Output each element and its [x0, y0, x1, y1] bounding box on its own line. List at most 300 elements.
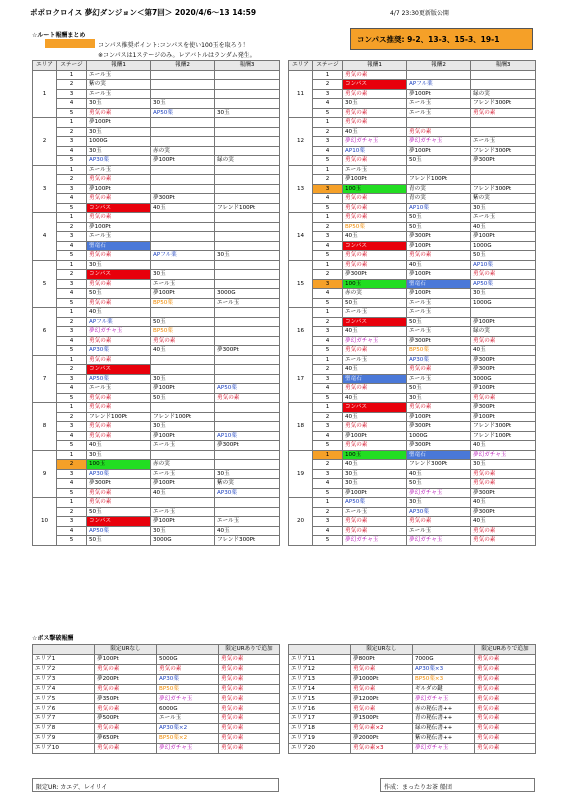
table-row [33, 80, 280, 90]
stage-cell: 4 [57, 479, 87, 489]
stage-cell: 5 [313, 156, 343, 166]
reward-cell [151, 213, 215, 223]
table-row [33, 536, 280, 546]
stage-cell: 3 [313, 422, 343, 432]
stage-cell: 4 [313, 336, 343, 346]
table-row [33, 70, 280, 80]
boss-reward-cell: 勇気の素 [219, 664, 280, 674]
reward-cell: 夢100Pt [343, 175, 407, 185]
boss-reward-cell: 5000G [157, 654, 219, 664]
reward-cell: 3000G [151, 536, 215, 546]
table-row [289, 203, 536, 213]
reward-cell: 夢100Pt [407, 289, 471, 299]
boss-reward-cell: 勇気の素 [219, 734, 280, 744]
table-row [33, 336, 280, 346]
reward-cell: 40玉 [471, 517, 536, 527]
reward-cell: 夢100Pt [407, 146, 471, 156]
reward-cell: 夢幻ガチャ玉 [407, 536, 471, 546]
table-row [289, 298, 536, 308]
stage-cell: 5 [57, 393, 87, 403]
reward-cell [151, 118, 215, 128]
stage-cell: 2 [57, 317, 87, 327]
stage-cell: 3 [313, 232, 343, 242]
table-row [33, 89, 280, 99]
table-row [289, 213, 536, 223]
reward-cell: 勇気の素 [407, 127, 471, 137]
reward-cell: 勇気の素 [343, 526, 407, 536]
boss-table-left [32, 644, 280, 754]
reward-cell: 夢100Pt [87, 118, 151, 128]
reward-cell: 1000G [471, 298, 536, 308]
reward-cell: AP50薬 [471, 279, 536, 289]
reward-cell: 夢100Pt [151, 479, 215, 489]
stage-cell: 1 [313, 70, 343, 80]
table-row [33, 450, 280, 460]
reward-cell: コンパス [87, 203, 151, 213]
table-row [33, 289, 280, 299]
reward-cell: エール玉 [215, 298, 280, 308]
boss-reward-cell: 夢幻ガチャ玉 [413, 743, 475, 753]
table-row [289, 89, 536, 99]
reward-cell: 100玉 [343, 279, 407, 289]
area-cell: 14 [289, 213, 313, 261]
boss-area-cell: エリア10 [33, 743, 95, 753]
column-header: 報酬1 [87, 61, 151, 71]
reward-cell: エール玉 [343, 308, 407, 318]
table-row [33, 279, 280, 289]
stage-cell: 1 [57, 213, 87, 223]
table-row [33, 241, 280, 251]
table-row [33, 422, 280, 432]
reward-cell: 勇気の素 [471, 469, 536, 479]
table-row [33, 704, 280, 714]
route-table-right [288, 60, 536, 546]
table-row [33, 498, 280, 508]
reward-cell: エール玉 [87, 232, 151, 242]
reward-cell: 30玉 [87, 450, 151, 460]
reward-cell: 30玉 [87, 146, 151, 156]
boss-reward-cell: 緑の秘伝書++ [413, 724, 475, 734]
column-header: 報酬3 [215, 61, 280, 71]
reward-cell: エール玉 [407, 374, 471, 384]
reward-cell [151, 498, 215, 508]
boss-reward-cell: 勇気の素 [475, 734, 536, 744]
reward-cell: 夢300Pt [407, 336, 471, 346]
reward-cell [151, 89, 215, 99]
stage-cell: 1 [57, 165, 87, 175]
reward-cell: エール玉 [471, 213, 536, 223]
reward-cell: 40玉 [151, 346, 215, 356]
reward-cell: コンパス [343, 403, 407, 413]
table-row [289, 479, 536, 489]
boss-reward-cell: 勇気の素 [219, 724, 280, 734]
area-cell: 20 [289, 498, 313, 546]
stage-cell: 1 [57, 403, 87, 413]
table-row [33, 213, 280, 223]
reward-cell [151, 70, 215, 80]
reward-cell: 聖竜石 [343, 374, 407, 384]
area-cell: 1 [33, 70, 57, 118]
boss-reward-cell: 勇気の素 [95, 743, 157, 753]
table-row [33, 526, 280, 536]
table-row [33, 346, 280, 356]
stage-cell: 3 [57, 279, 87, 289]
reward-cell: 青の実 [407, 184, 471, 194]
reward-cell: 勇気の素 [343, 194, 407, 204]
stage-cell: 4 [313, 431, 343, 441]
reward-cell: 緑の実 [471, 327, 536, 337]
reward-cell [215, 308, 280, 318]
reward-cell [215, 374, 280, 384]
reward-cell: 夢100Pt [407, 241, 471, 251]
reward-cell: 赤の実 [151, 460, 215, 470]
reward-cell [471, 308, 536, 318]
stage-cell: 2 [57, 365, 87, 375]
stage-cell: 2 [57, 507, 87, 517]
reward-cell: 勇気の素 [343, 251, 407, 261]
table-row [289, 694, 536, 704]
table-row [289, 469, 536, 479]
boss-header [157, 645, 219, 655]
table-row [289, 308, 536, 318]
stage-cell: 4 [313, 194, 343, 204]
boss-reward-cell: 勇気の素 [95, 684, 157, 694]
reward-cell [151, 308, 215, 318]
stage-cell: 2 [313, 412, 343, 422]
reward-cell: 勇気の素 [343, 89, 407, 99]
table-row [33, 99, 280, 109]
boss-reward-cell: 夢1000Pt [351, 674, 413, 684]
stage-cell: 4 [57, 384, 87, 394]
stage-cell: 5 [313, 251, 343, 261]
reward-cell: 勇気の素 [87, 393, 151, 403]
reward-cell: 30玉 [407, 498, 471, 508]
stage-cell: 2 [313, 365, 343, 375]
reward-cell: 30玉 [151, 374, 215, 384]
table-row [289, 99, 536, 109]
reward-cell: 勇気の素 [343, 346, 407, 356]
column-header: 報酬1 [343, 61, 407, 71]
boss-area-cell: エリア9 [33, 734, 95, 744]
stage-cell: 5 [313, 298, 343, 308]
stage-cell: 2 [313, 80, 343, 90]
reward-cell: 勇気の素 [87, 175, 151, 185]
stage-cell: 2 [313, 127, 343, 137]
boss-header [33, 645, 95, 655]
reward-cell: 夢300Pt [151, 194, 215, 204]
reward-cell [407, 118, 471, 128]
boss-reward-cell: 勇気の素 [475, 694, 536, 704]
table-row [33, 724, 280, 734]
boss-reward-cell: 勇気の素 [219, 704, 280, 714]
reward-cell [151, 241, 215, 251]
stage-cell: 5 [313, 203, 343, 213]
reward-cell: エール玉 [471, 137, 536, 147]
boss-reward-cell: AP30薬 [157, 674, 219, 684]
reward-cell: 勇気の素 [343, 118, 407, 128]
boss-reward-cell: 勇気の素 [219, 743, 280, 753]
stage-cell: 4 [57, 336, 87, 346]
boss-area-cell: エリア15 [289, 694, 351, 704]
reward-cell: コンパス [343, 80, 407, 90]
reward-cell: 30玉 [215, 108, 280, 118]
reward-cell: 勇気の素 [87, 488, 151, 498]
reward-cell [151, 175, 215, 185]
reward-cell [215, 222, 280, 232]
reward-cell [407, 70, 471, 80]
reward-cell: 夢300Pt [471, 488, 536, 498]
update-note: 4/7 23:30更新版公開 [390, 10, 449, 17]
boss-reward-cell: エール玉 [157, 714, 219, 724]
reward-cell [471, 175, 536, 185]
boss-reward-cell: 7000G [413, 654, 475, 664]
boss-reward-cell: BP50薬×2 [157, 734, 219, 744]
table-row [289, 317, 536, 327]
stage-cell: 4 [313, 99, 343, 109]
table-row [289, 108, 536, 118]
column-header: 報酬3 [471, 61, 536, 71]
reward-cell: 50玉 [87, 289, 151, 299]
reward-cell: フレンド300Pt [471, 422, 536, 432]
stage-cell: 2 [313, 175, 343, 185]
boss-header: 限定URありで追加 [219, 645, 280, 655]
reward-cell [215, 460, 280, 470]
boss-reward-cell: 勇気の素 [475, 714, 536, 724]
reward-cell: 夢100Pt [87, 184, 151, 194]
table-row [289, 393, 536, 403]
reward-cell: 50玉 [407, 213, 471, 223]
reward-cell: エール玉 [407, 298, 471, 308]
reward-cell: 夢幻ガチャ玉 [343, 336, 407, 346]
route-table-left [32, 60, 280, 546]
table-row [289, 674, 536, 684]
boss-area-cell: エリア19 [289, 734, 351, 744]
reward-cell: 50玉 [407, 317, 471, 327]
reward-cell: AP10薬 [343, 146, 407, 156]
reward-cell: 勇気の素 [343, 517, 407, 527]
reward-cell [215, 270, 280, 280]
stage-cell: 3 [57, 232, 87, 242]
reward-cell: 勇気の素 [87, 403, 151, 413]
area-cell: 9 [33, 450, 57, 498]
reward-cell: 夢幻ガチャ玉 [407, 137, 471, 147]
boss-reward-cell: 6000G [157, 704, 219, 714]
stage-cell: 5 [313, 393, 343, 403]
reward-cell [215, 412, 280, 422]
stage-cell: 5 [57, 298, 87, 308]
reward-cell [471, 165, 536, 175]
table-row [33, 137, 280, 147]
table-row [33, 517, 280, 527]
page-title: ポポロクロイス 夢幻ダンジョン＜第7回＞ 2020/4/6〜13 14:59 [30, 8, 257, 17]
reward-cell: AP10薬 [471, 260, 536, 270]
reward-cell: BP50薬 [343, 222, 407, 232]
reward-cell: エール玉 [407, 308, 471, 318]
stage-cell: 1 [313, 118, 343, 128]
reward-cell: エール玉 [87, 89, 151, 99]
stage-cell: 5 [313, 488, 343, 498]
reward-cell: フレンド100Pt [215, 203, 280, 213]
reward-cell [151, 365, 215, 375]
reward-cell [215, 422, 280, 432]
area-cell: 15 [289, 260, 313, 308]
reward-cell: 30玉 [87, 99, 151, 109]
stage-cell: 1 [57, 260, 87, 270]
reward-cell: BP50薬 [407, 346, 471, 356]
table-row [289, 507, 536, 517]
boss-reward-cell: 夢650Pt [95, 734, 157, 744]
stage-cell: 5 [57, 251, 87, 261]
reward-cell: コンパス [87, 517, 151, 527]
reward-cell: 50玉 [407, 384, 471, 394]
reward-cell: 勇気の素 [87, 298, 151, 308]
boss-reward-cell: 勇気の素 [95, 664, 157, 674]
stage-cell: 3 [57, 137, 87, 147]
table-row [33, 412, 280, 422]
reward-cell: 夢300Pt [407, 441, 471, 451]
table-row [289, 714, 536, 724]
table-row [33, 488, 280, 498]
boss-header: 限定URなし [95, 645, 157, 655]
reward-cell: 1000G [471, 241, 536, 251]
reward-cell: AP10薬 [407, 203, 471, 213]
stage-cell: 4 [57, 289, 87, 299]
area-cell: 18 [289, 403, 313, 451]
reward-cell [407, 165, 471, 175]
reward-cell [215, 89, 280, 99]
area-cell: 10 [33, 498, 57, 546]
table-row [33, 460, 280, 470]
reward-cell: 勇気の素 [407, 517, 471, 527]
boss-header [289, 645, 351, 655]
area-cell: 5 [33, 260, 57, 308]
reward-cell: フレンド100Pt [151, 412, 215, 422]
reward-cell: フレンド100Pt [87, 412, 151, 422]
stage-cell: 1 [313, 308, 343, 318]
stage-cell: 5 [57, 441, 87, 451]
table-row [289, 336, 536, 346]
reward-cell: 50玉 [407, 222, 471, 232]
reward-cell [151, 450, 215, 460]
table-row [289, 146, 536, 156]
stage-cell: 5 [57, 536, 87, 546]
route-section-title: ☆ルート報酬まとめ [32, 32, 86, 39]
column-header: ステージ [57, 61, 87, 71]
stage-cell: 3 [313, 374, 343, 384]
reward-cell [215, 232, 280, 242]
table-row [289, 175, 536, 185]
table-row [33, 507, 280, 517]
reward-cell: エール玉 [87, 165, 151, 175]
stage-cell: 2 [313, 222, 343, 232]
boss-reward-cell: 勇気の素 [475, 674, 536, 684]
reward-cell [215, 165, 280, 175]
reward-cell: 紫の実 [471, 194, 536, 204]
reward-cell: 夢300Pt [343, 270, 407, 280]
reward-cell: 30玉 [215, 469, 280, 479]
reward-cell: 夢300Pt [407, 232, 471, 242]
boss-reward-cell: 勇気の素 [351, 684, 413, 694]
reward-cell: 夢100Pt [151, 289, 215, 299]
reward-cell: 勇気の素 [87, 194, 151, 204]
reward-cell: エール玉 [151, 469, 215, 479]
boss-reward-cell: 勇気の素 [475, 664, 536, 674]
table-row [33, 222, 280, 232]
table-row [289, 251, 536, 261]
stage-cell: 5 [57, 108, 87, 118]
stage-cell: 2 [57, 222, 87, 232]
reward-cell: 勇気の素 [471, 108, 536, 118]
stage-cell: 1 [57, 118, 87, 128]
table-row [289, 165, 536, 175]
reward-cell: 夢100Pt [471, 317, 536, 327]
reward-cell [215, 365, 280, 375]
stage-cell: 2 [57, 127, 87, 137]
reward-cell: 夢300Pt [215, 346, 280, 356]
reward-cell: 夢100Pt [343, 431, 407, 441]
boss-reward-cell: 勇気の素 [157, 664, 219, 674]
boss-area-cell: エリア2 [33, 664, 95, 674]
boss-reward-cell: 勇気の素 [95, 704, 157, 714]
boss-reward-cell: 勇気の素 [351, 664, 413, 674]
reward-cell: 夢100Pt [407, 89, 471, 99]
reward-cell: エール玉 [151, 441, 215, 451]
stage-cell: 3 [57, 422, 87, 432]
reward-cell [471, 118, 536, 128]
stage-cell: 2 [57, 412, 87, 422]
stage-cell: 5 [57, 488, 87, 498]
reward-cell: 勇気の素 [343, 422, 407, 432]
reward-cell: 夢100Pt [343, 488, 407, 498]
boss-header [413, 645, 475, 655]
reward-cell: 勇気の素 [87, 279, 151, 289]
table-row [33, 384, 280, 394]
stage-cell: 3 [57, 89, 87, 99]
reward-cell: BP50薬 [151, 298, 215, 308]
stage-cell: 4 [313, 479, 343, 489]
reward-cell: 30玉 [471, 203, 536, 213]
boss-reward-cell: 勇気の素 [219, 674, 280, 684]
table-row [289, 734, 536, 744]
table-row [289, 743, 536, 753]
reward-cell: 勇気の素 [343, 156, 407, 166]
reward-cell: エール玉 [407, 99, 471, 109]
reward-cell: 30玉 [343, 469, 407, 479]
stage-cell: 3 [57, 327, 87, 337]
reward-cell: エール玉 [343, 165, 407, 175]
table-row [33, 479, 280, 489]
reward-cell [215, 279, 280, 289]
stage-cell: 2 [313, 507, 343, 517]
reward-cell: 紫の実 [87, 80, 151, 90]
boss-area-cell: エリア17 [289, 714, 351, 724]
reward-cell [215, 127, 280, 137]
boss-area-cell: エリア3 [33, 674, 95, 684]
stage-cell: 1 [57, 308, 87, 318]
reward-cell: 30玉 [151, 526, 215, 536]
reward-cell: エール玉 [151, 279, 215, 289]
reward-cell: 勇気の素 [471, 393, 536, 403]
boss-reward-cell: 勇気の素 [475, 743, 536, 753]
reward-cell: 赤の実 [151, 146, 215, 156]
reward-cell: 勇気の素 [407, 403, 471, 413]
stage-cell: 4 [313, 384, 343, 394]
table-row [289, 365, 536, 375]
reward-cell: 3000G [471, 374, 536, 384]
reward-cell: 聖竜石 [87, 241, 151, 251]
area-cell: 19 [289, 450, 313, 498]
table-row [33, 431, 280, 441]
